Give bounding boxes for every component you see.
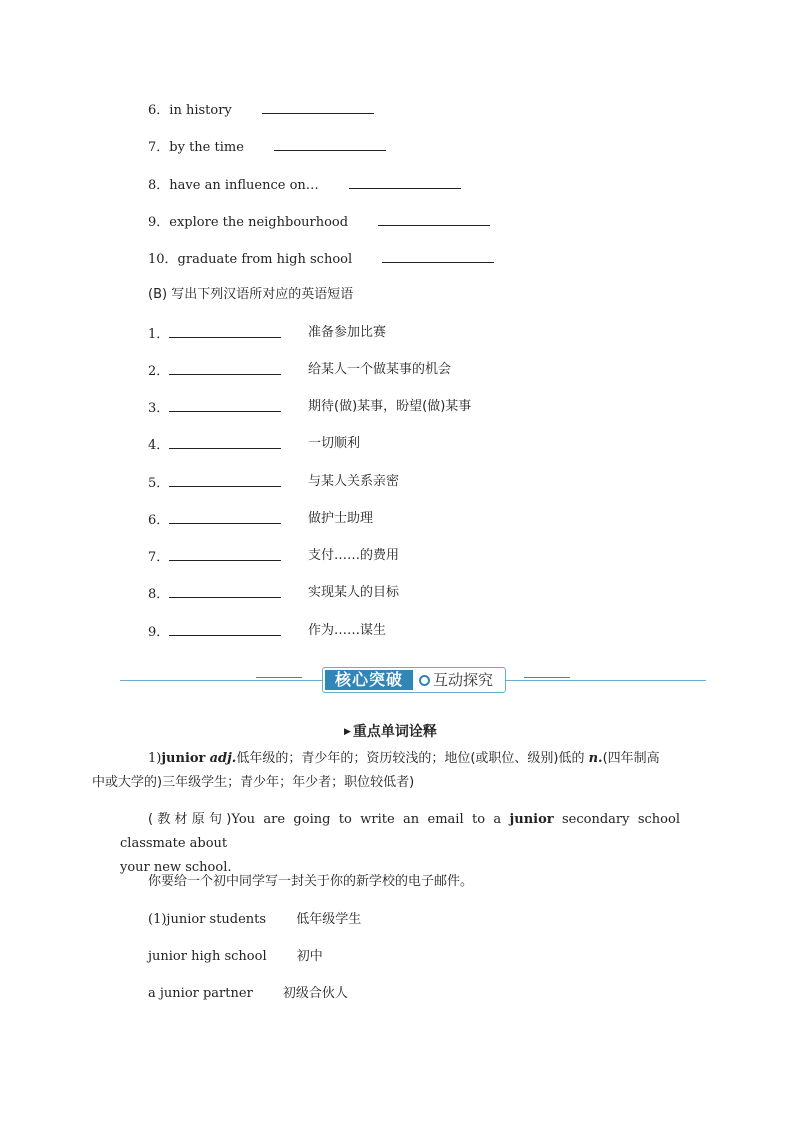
- part-b-item: 3． 期待(做)某事，盼望(做)某事: [148, 399, 472, 416]
- divider-accent: [256, 677, 302, 678]
- part-b-item: 9． 作为……谋生: [148, 623, 387, 640]
- triangle-bullet-icon: ▶: [344, 727, 351, 737]
- answer-blank[interactable]: [169, 399, 281, 412]
- part-a-item: 6．in history: [148, 101, 374, 119]
- divider-line: [504, 680, 706, 681]
- part-b-item: 2． 给某人一个做某事的机会: [148, 362, 452, 379]
- part-b-item: 7． 支付……的费用: [148, 548, 400, 565]
- example-sentence: (教材原句)You are going to write an email to a junior secondary school classmate about your new school.: [120, 812, 680, 875]
- answer-blank[interactable]: [169, 623, 281, 636]
- word-entry: 1)junior adj.低年级的；青少年的；资历较浅的；地位(或职位、级别)低的 n.(四年制高 中或大学的)三年级学生；青少年；年少者；职位较低者): [92, 751, 660, 790]
- part-b-item: 8． 实现某人的目标: [148, 585, 400, 602]
- circle-dot-icon: [419, 675, 430, 686]
- part-b-item: 4． 一切顺利: [148, 436, 361, 453]
- answer-blank[interactable]: [378, 213, 490, 226]
- section-heading: ▶ 重点单词诠释: [344, 724, 437, 740]
- answer-blank[interactable]: [274, 138, 386, 151]
- part-b-item: 1． 准备参加比赛: [148, 325, 387, 342]
- part-b-title: (B) 写出下列汉语所对应的英语短语: [148, 287, 354, 302]
- divider-accent: [524, 677, 570, 678]
- answer-blank[interactable]: [169, 362, 281, 375]
- answer-blank[interactable]: [382, 250, 494, 263]
- answer-blank[interactable]: [169, 436, 281, 449]
- example-translation: 你要给一个初中同学写一封关于你的新学校的电子邮件。: [148, 874, 474, 889]
- answer-blank[interactable]: [169, 585, 281, 598]
- part-b-item: 6． 做护士助理: [148, 511, 374, 528]
- collocation-item: junior high school 初中: [148, 949, 323, 964]
- banner-title-light: 互动探究: [433, 671, 494, 689]
- part-a-item: 10．graduate from high school: [148, 250, 494, 268]
- answer-blank[interactable]: [169, 511, 281, 524]
- section-banner: [120, 664, 706, 694]
- banner-title-dark: 核心突破: [325, 670, 413, 690]
- part-b-item: 5． 与某人关系亲密: [148, 474, 400, 491]
- part-a-item: 7．by the time: [148, 138, 386, 156]
- divider-line: [120, 680, 322, 681]
- part-a-item: 8．have an influence on…: [148, 176, 461, 194]
- part-a-item: 9．explore the neighbourhood: [148, 213, 490, 231]
- banner-box: [322, 667, 506, 693]
- answer-blank[interactable]: [169, 325, 281, 338]
- answer-blank[interactable]: [262, 101, 374, 114]
- answer-blank[interactable]: [169, 474, 281, 487]
- answer-blank[interactable]: [349, 176, 461, 189]
- collocation-item: a junior partner 初级合伙人: [148, 986, 348, 1001]
- collocation-item: (1)junior students 低年级学生: [148, 912, 362, 927]
- answer-blank[interactable]: [169, 548, 281, 561]
- headword: junior: [161, 751, 206, 766]
